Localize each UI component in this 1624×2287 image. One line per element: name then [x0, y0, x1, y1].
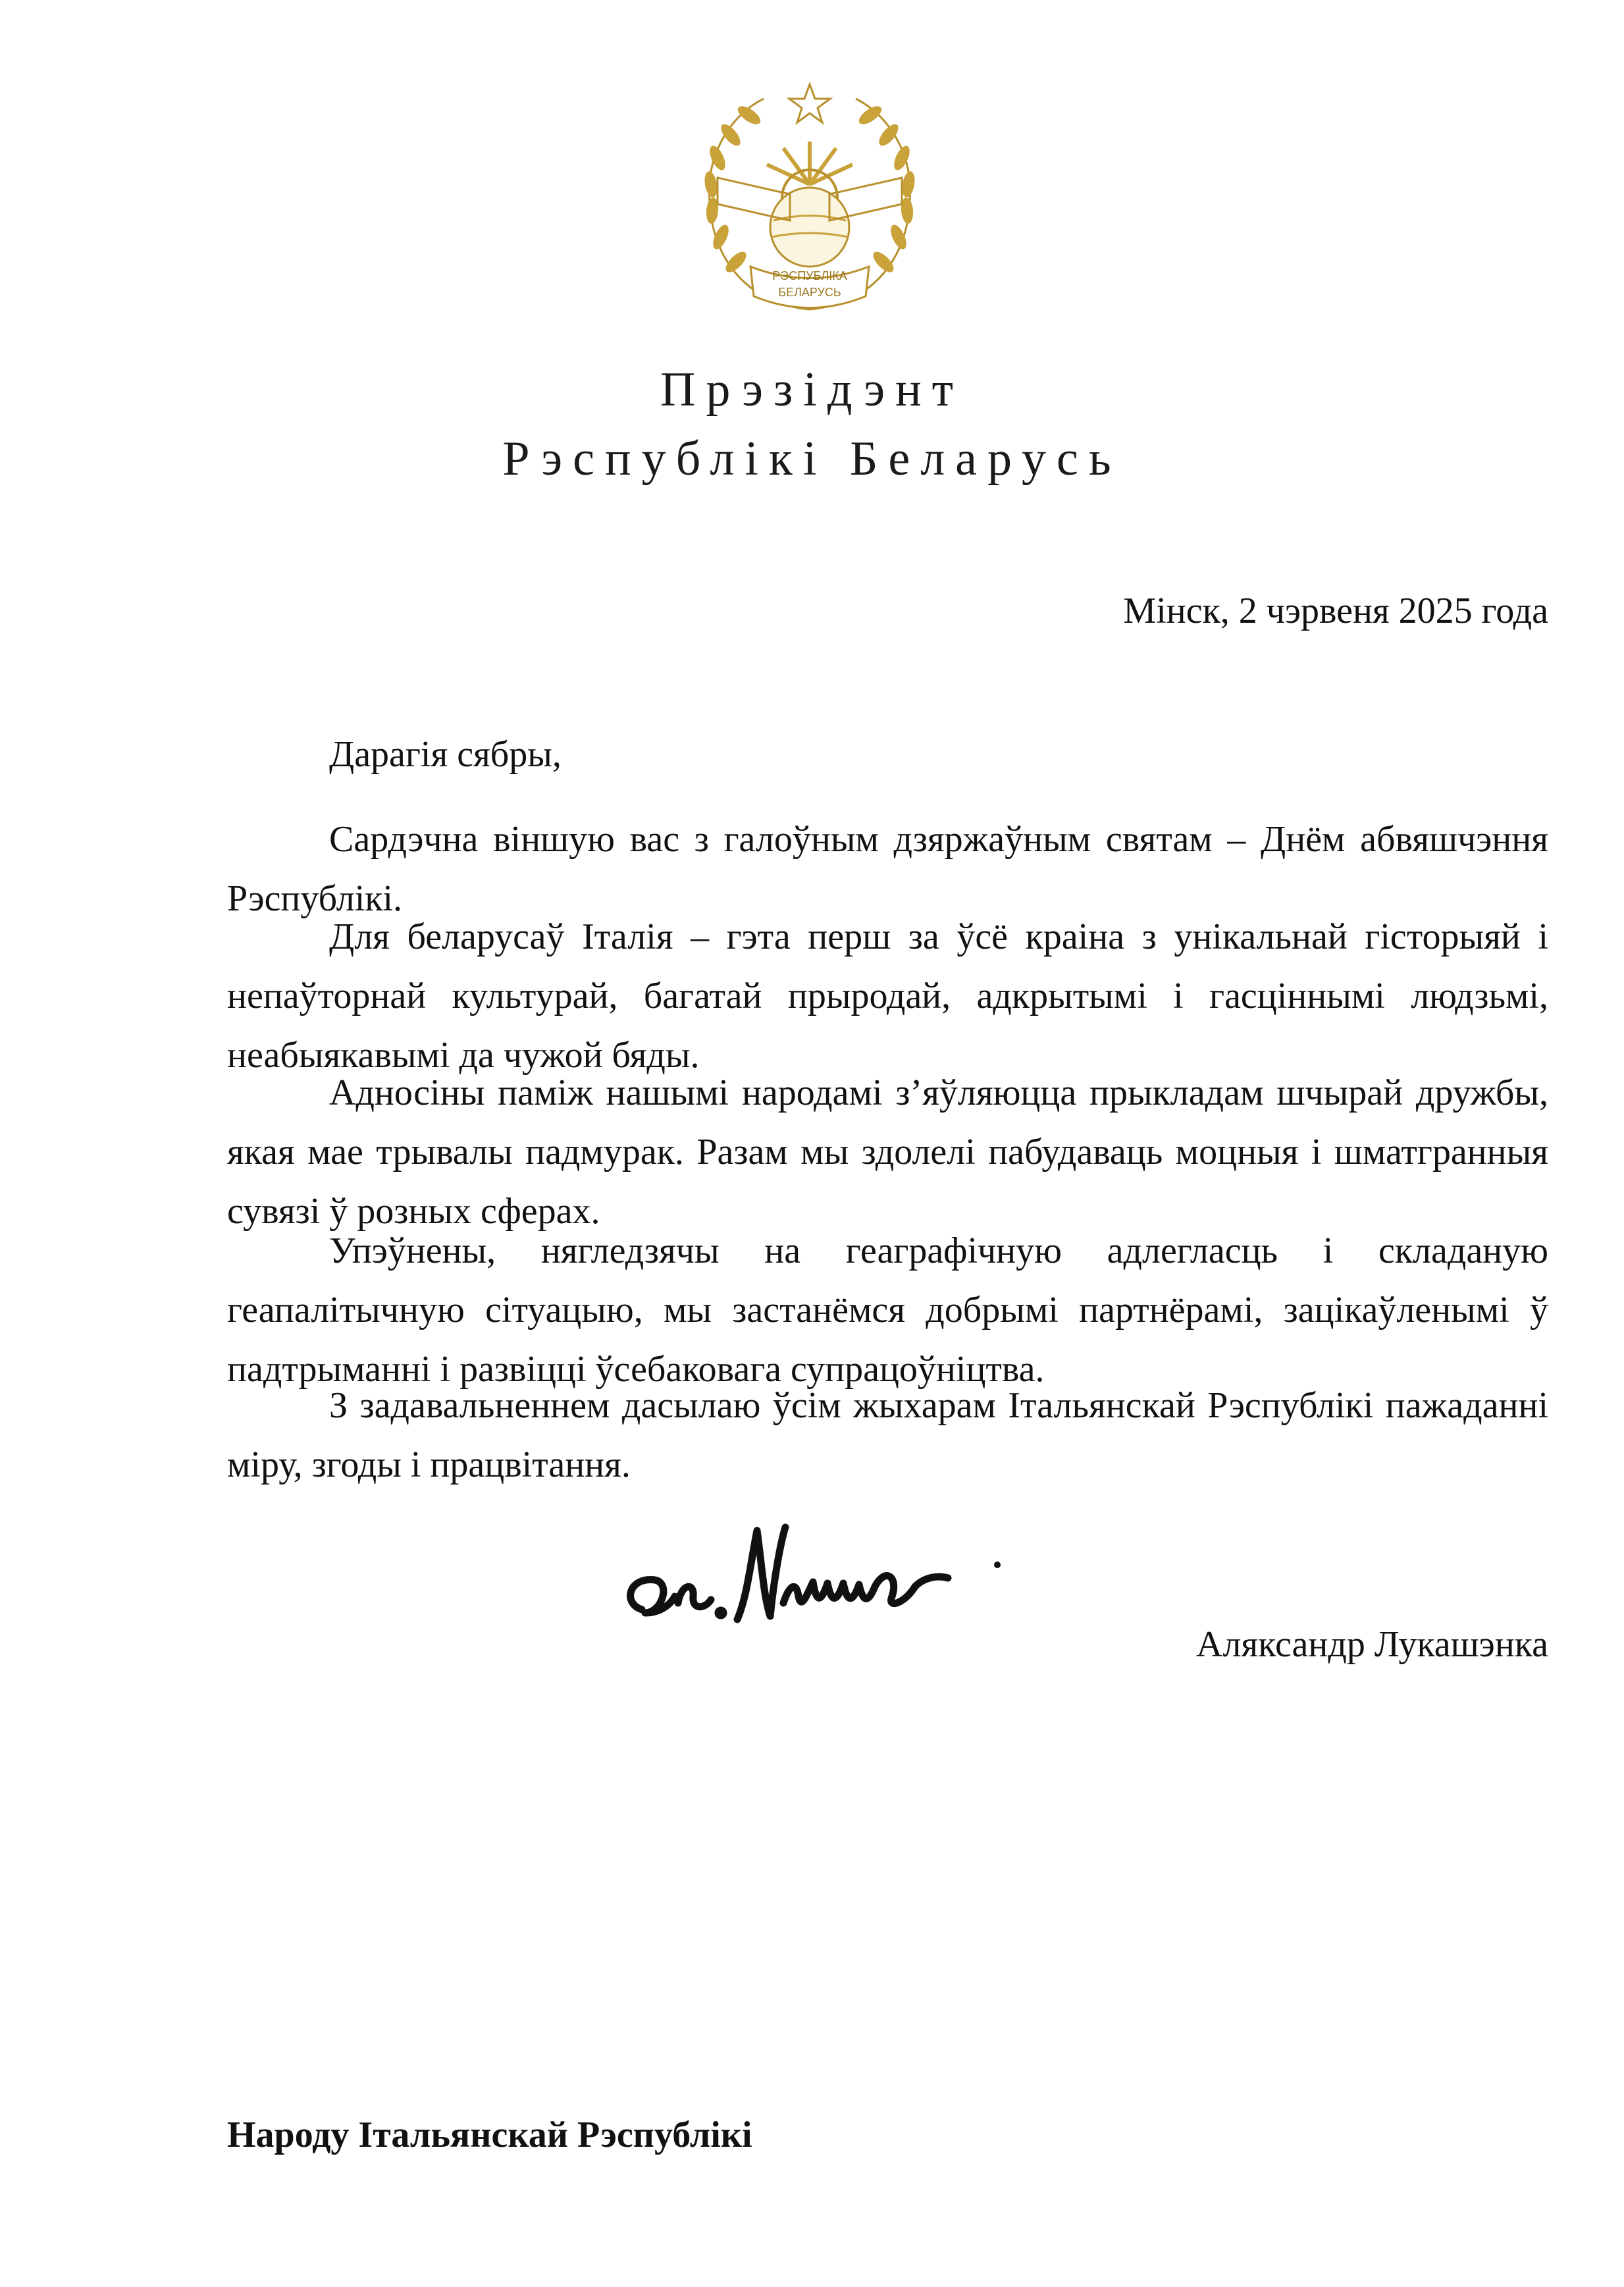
letter-paragraph-3: Адносіны паміж нашымі народамі з’яўляюцца прыкладам шчырай дружбы, якая мае трывалы падмурак. Разам мы здолелі пабудаваць моцныя і шматгранныя сувязі ў розных сферах.: [227, 1072, 1548, 1232]
handwritten-signature: [616, 1504, 1037, 1649]
letter-paragraph-2: Для беларусаў Італія – гэта перш за ўсё краіна з унікальнай гісторыяй і непаўторнай культурай, багатай прыродай, адкрытымі і гасціннымі людзьмі, неабыякавымі да чужой бяды.: [227, 916, 1548, 1076]
header-title: Прэзідэнт: [660, 363, 964, 417]
addressee: Народу Італьянскай Рэспублікі: [227, 2115, 752, 2155]
letter-paragraph-4: Упэўнены, нягледзячы на геаграфічную адлегласць і складаную геапалітычную сітуацыю, мы застанёмся добрымі партнёрамі, зацікаўленымі ў падтрыманні і развіцці ўсебаковага супрацоўніцтва.: [227, 1230, 1548, 1390]
svg-text:РЭСПУБЛІКА: РЭСПУБЛІКА: [772, 269, 847, 282]
signer-name: Аляксандр Лукашэнка: [1196, 1624, 1548, 1665]
svg-text:БЕЛАРУСЬ: БЕЛАРУСЬ: [778, 286, 841, 299]
letter-paragraph-5: З задавальненнем дасылаю ўсім жыхарам Італьянскай Рэспублікі пажаданні міру, згоды і працвітання.: [227, 1385, 1548, 1485]
letter-date: Мінск, 2 чэрвеня 2025 года: [1123, 591, 1548, 631]
letter-greeting: Дарагія сябры,: [329, 734, 562, 775]
state-emblem: [691, 79, 928, 323]
header-subtitle: Рэспублікі Беларусь: [502, 432, 1122, 486]
letter-paragraph-1: Сардэчна віншую вас з галоўным дзяржаўным святам – Днём абвяшчэння Рэспублікі.: [227, 819, 1548, 919]
